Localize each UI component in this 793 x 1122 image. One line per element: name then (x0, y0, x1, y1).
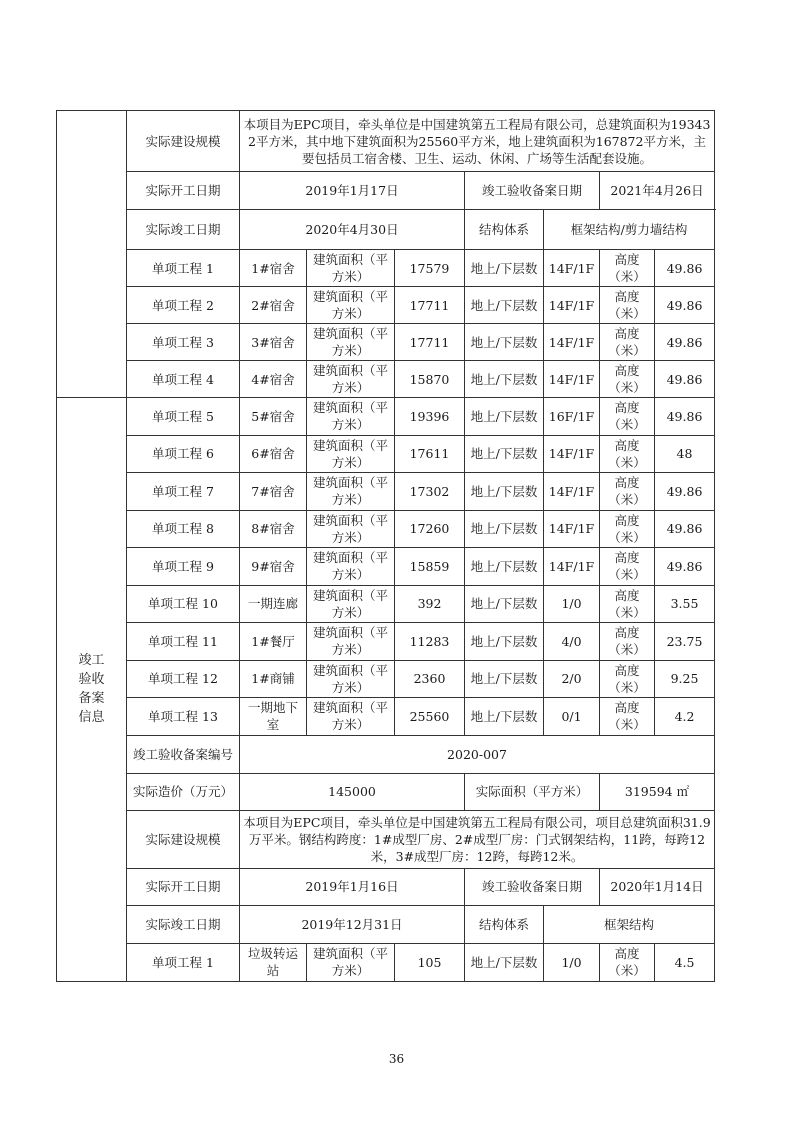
table-row (57, 623, 715, 661)
item-name: 单项工程 2 (127, 287, 240, 324)
label-height: 高度（米） (600, 510, 655, 548)
label-structure: 结构体系 (465, 210, 544, 250)
item-floors: 0/1 (544, 698, 600, 736)
project2-structure: 框架结构 (544, 905, 715, 943)
label-actual-scale: 实际建设规模 (127, 111, 240, 172)
item-building: 1#餐厅 (240, 623, 307, 661)
project1-filing-date: 2021年4月26日 (600, 172, 715, 210)
item-area: 11283 (395, 623, 465, 661)
table-row (57, 773, 715, 810)
completion-info-table (56, 110, 715, 982)
item-floors: 14F/1F (544, 473, 600, 511)
item-height: 49.86 (655, 548, 715, 586)
item-name: 单项工程 12 (127, 660, 240, 698)
item-building: 9#宿舍 (240, 548, 307, 586)
project2-scale: 本项目为EPC项目，牵头单位是中国建筑第五工程局有限公司，项目总建筑面积31.9万平米。钢结构跨度：1#成型厂房、2#成型厂房：门式钢架结构，11跨，每跨12米，3#成型厂房：12跨，每跨12米。 (240, 810, 715, 868)
page-number: 36 (388, 1052, 405, 1066)
item-height: 3.55 (655, 585, 715, 623)
item-building: 5#宿舍 (240, 398, 307, 436)
project1-completion-date: 2020年4月30日 (240, 210, 465, 250)
item-area: 17711 (395, 287, 465, 324)
item-building: 1#宿舍 (240, 250, 307, 287)
label-floors: 地上/下层数 (465, 943, 544, 981)
item-area: 17302 (395, 473, 465, 511)
item-height: 49.86 (655, 287, 715, 324)
project1-start-date: 2019年1月17日 (240, 172, 465, 210)
table-row (57, 473, 715, 511)
item-floors: 4/0 (544, 623, 600, 661)
label-building-area: 建筑面积（平方米） (307, 435, 395, 473)
item-height: 23.75 (655, 623, 715, 661)
item-floors: 14F/1F (544, 324, 600, 361)
label-building-area: 建筑面积（平方米） (307, 548, 395, 586)
label-building-area: 建筑面积（平方米） (307, 660, 395, 698)
label-height: 高度（米） (600, 361, 655, 398)
item-floors: 14F/1F (544, 250, 600, 287)
item-building: 4#宿舍 (240, 361, 307, 398)
table-row (57, 111, 715, 172)
table-row (57, 510, 715, 548)
label-filing-date: 竣工验收备案日期 (465, 868, 600, 905)
item-floors: 14F/1F (544, 548, 600, 586)
label-floors: 地上/下层数 (465, 361, 544, 398)
table-row (57, 287, 715, 324)
label-structure: 结构体系 (465, 905, 544, 943)
project2-actual-area: 319594 ㎡ (600, 773, 715, 810)
item-height: 49.86 (655, 250, 715, 287)
label-building-area: 建筑面积（平方米） (307, 473, 395, 511)
label-building-area: 建筑面积（平方米） (307, 698, 395, 736)
item-area: 17579 (395, 250, 465, 287)
table-body (57, 111, 715, 982)
item-height: 9.25 (655, 660, 715, 698)
table-row (57, 361, 715, 398)
table-row (57, 660, 715, 698)
item-name: 单项工程 6 (127, 435, 240, 473)
table-row (57, 210, 715, 250)
label-height: 高度（米） (600, 623, 655, 661)
table-row (57, 905, 715, 943)
label-height: 高度（米） (600, 250, 655, 287)
item-area: 2360 (395, 660, 465, 698)
label-height: 高度（米） (600, 324, 655, 361)
table-row (57, 943, 715, 981)
item-area: 105 (395, 943, 465, 981)
label-actual-area: 实际面积（平方米） (465, 773, 600, 810)
label-height: 高度（米） (600, 398, 655, 436)
table-row (57, 172, 715, 210)
item-floors: 14F/1F (544, 361, 600, 398)
label-building-area: 建筑面积（平方米） (307, 943, 395, 981)
item-floors: 2/0 (544, 660, 600, 698)
item-floors: 14F/1F (544, 435, 600, 473)
project1-scale: 本项目为EPC项目，牵头单位是中国建筑第五工程局有限公司，总建筑面积为193432平方米，其中地下建筑面积为25560平方米，地上建筑面积为167872平方米，主要包括员工宿舍楼、卫生、运动、休闲、广场等生活配套设施。 (240, 111, 715, 172)
section-label-cell (57, 398, 127, 982)
item-height: 49.86 (655, 398, 715, 436)
project1-structure: 框架结构/剪力墙结构 (544, 210, 715, 250)
label-actual-completion: 实际竣工日期 (127, 210, 240, 250)
label-floors: 地上/下层数 (465, 324, 544, 361)
item-building: 8#宿舍 (240, 510, 307, 548)
item-area: 15859 (395, 548, 465, 586)
item-area: 392 (395, 585, 465, 623)
label-height: 高度（米） (600, 943, 655, 981)
label-actual-start: 实际开工日期 (127, 868, 240, 905)
item-height: 4.2 (655, 698, 715, 736)
item-building: 一期地下室 (240, 698, 307, 736)
table-row (57, 435, 715, 473)
item-floors: 14F/1F (544, 510, 600, 548)
item-building: 1#商铺 (240, 660, 307, 698)
item-name: 单项工程 1 (127, 943, 240, 981)
label-actual-cost: 实际造价（万元） (127, 773, 240, 810)
item-name: 单项工程 7 (127, 473, 240, 511)
item-floors: 14F/1F (544, 287, 600, 324)
table-row (57, 548, 715, 586)
project2-completion-date: 2019年12月31日 (240, 905, 465, 943)
label-filing-date: 竣工验收备案日期 (465, 172, 600, 210)
label-height: 高度（米） (600, 548, 655, 586)
label-building-area: 建筑面积（平方米） (307, 324, 395, 361)
label-height: 高度（米） (600, 287, 655, 324)
project2-acceptance-number: 2020-007 (240, 735, 715, 773)
project2-actual-cost: 145000 (240, 773, 465, 810)
item-area: 15870 (395, 361, 465, 398)
item-building: 一期连廊 (240, 585, 307, 623)
item-name: 单项工程 9 (127, 548, 240, 586)
item-name: 单项工程 1 (127, 250, 240, 287)
item-area: 25560 (395, 698, 465, 736)
label-floors: 地上/下层数 (465, 510, 544, 548)
item-name: 单项工程 10 (127, 585, 240, 623)
label-floors: 地上/下层数 (465, 698, 544, 736)
label-acceptance-number: 竣工验收备案编号 (127, 735, 240, 773)
item-name: 单项工程 5 (127, 398, 240, 436)
label-height: 高度（米） (600, 435, 655, 473)
item-height: 48 (655, 435, 715, 473)
label-floors: 地上/下层数 (465, 398, 544, 436)
label-building-area: 建筑面积（平方米） (307, 287, 395, 324)
item-floors: 1/0 (544, 585, 600, 623)
item-name: 单项工程 11 (127, 623, 240, 661)
label-building-area: 建筑面积（平方米） (307, 623, 395, 661)
label-floors: 地上/下层数 (465, 548, 544, 586)
item-height: 49.86 (655, 324, 715, 361)
table-row (57, 810, 715, 868)
label-actual-scale: 实际建设规模 (127, 810, 240, 868)
label-height: 高度（米） (600, 585, 655, 623)
label-floors: 地上/下层数 (465, 435, 544, 473)
project2-filing-date: 2020年1月14日 (600, 868, 715, 905)
label-floors: 地上/下层数 (465, 623, 544, 661)
label-building-area: 建筑面积（平方米） (307, 398, 395, 436)
label-floors: 地上/下层数 (465, 250, 544, 287)
item-height: 4.5 (655, 943, 715, 981)
item-name: 单项工程 3 (127, 324, 240, 361)
label-building-area: 建筑面积（平方米） (307, 510, 395, 548)
label-building-area: 建筑面积（平方米） (307, 361, 395, 398)
item-area: 17611 (395, 435, 465, 473)
item-floors: 1/0 (544, 943, 600, 981)
label-actual-start: 实际开工日期 (127, 172, 240, 210)
table-row (57, 585, 715, 623)
item-name: 单项工程 8 (127, 510, 240, 548)
table-row (57, 868, 715, 905)
table-row (57, 250, 715, 287)
label-building-area: 建筑面积（平方米） (307, 250, 395, 287)
item-height: 49.86 (655, 361, 715, 398)
project2-start-date: 2019年1月16日 (240, 868, 465, 905)
item-name: 单项工程 4 (127, 361, 240, 398)
item-floors: 16F/1F (544, 398, 600, 436)
item-building: 7#宿舍 (240, 473, 307, 511)
item-building: 6#宿舍 (240, 435, 307, 473)
table-row (57, 324, 715, 361)
label-floors: 地上/下层数 (465, 473, 544, 511)
item-building: 垃圾转运站 (240, 943, 307, 981)
table-row (57, 698, 715, 736)
section-cell-top (57, 111, 127, 398)
table-row (57, 735, 715, 773)
table-row (57, 398, 715, 436)
item-area: 17260 (395, 510, 465, 548)
label-height: 高度（米） (600, 660, 655, 698)
item-building: 3#宿舍 (240, 324, 307, 361)
item-area: 19396 (395, 398, 465, 436)
label-height: 高度（米） (600, 473, 655, 511)
item-height: 49.86 (655, 510, 715, 548)
label-building-area: 建筑面积（平方米） (307, 585, 395, 623)
section-label: 竣工验收备案信息 (78, 653, 105, 726)
label-floors: 地上/下层数 (465, 660, 544, 698)
item-area: 17711 (395, 324, 465, 361)
item-building: 2#宿舍 (240, 287, 307, 324)
label-height: 高度（米） (600, 698, 655, 736)
label-floors: 地上/下层数 (465, 287, 544, 324)
item-height: 49.86 (655, 473, 715, 511)
item-name: 单项工程 13 (127, 698, 240, 736)
label-actual-completion: 实际竣工日期 (127, 905, 240, 943)
label-floors: 地上/下层数 (465, 585, 544, 623)
